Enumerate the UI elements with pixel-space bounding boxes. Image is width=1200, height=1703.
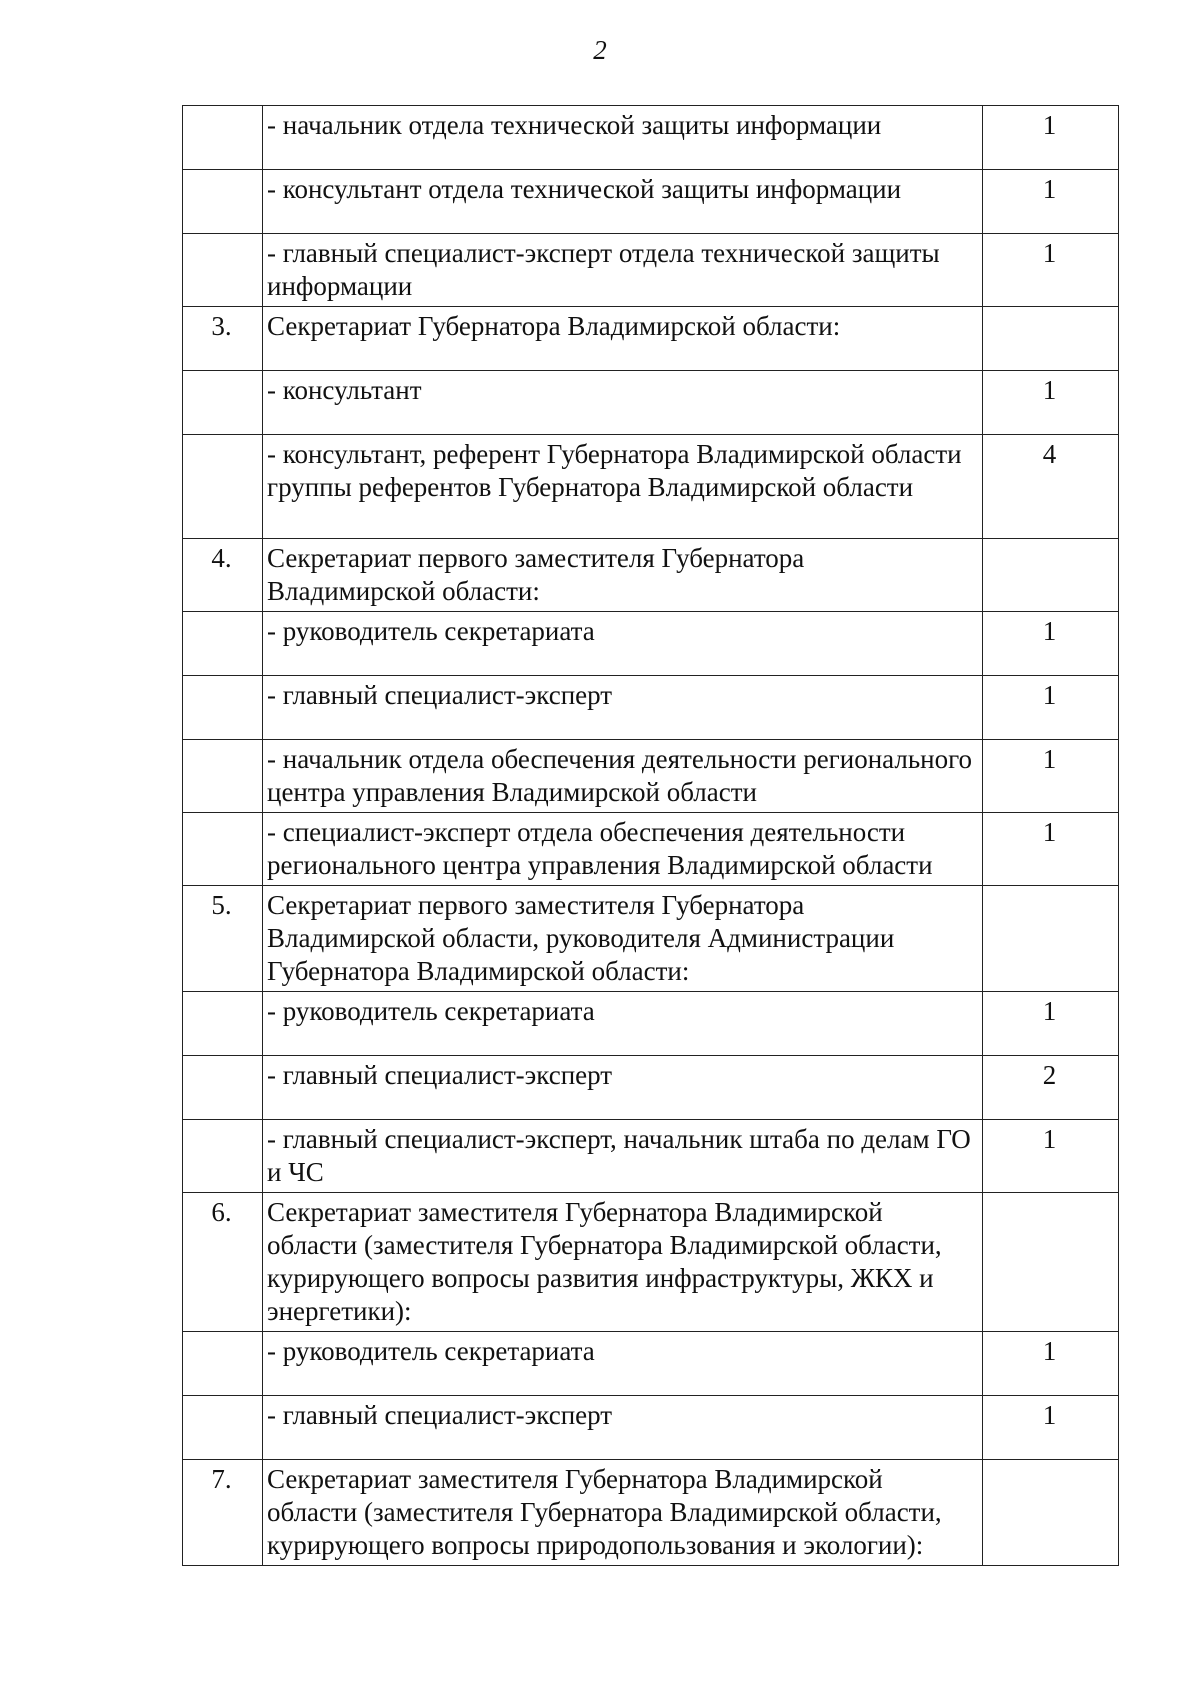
section-title: Секретариат первого заместителя Губернатора Владимирской области: [263,539,983,612]
table-row [183,740,1119,813]
row-number [183,676,263,740]
staff-count: 1 [983,1332,1119,1396]
position-name: - главный специалист-эксперт [263,676,983,740]
position-name: - специалист-эксперт отдела обеспечения деятельности регионального центра управления Владимирской области [263,813,983,886]
staff-count [983,886,1119,992]
table-row [183,676,1119,740]
position-name: - руководитель секретариата [263,612,983,676]
section-row [183,1460,1119,1566]
staff-count: 1 [983,1396,1119,1460]
section-row [183,307,1119,371]
table-row [183,1396,1119,1460]
section-row [183,539,1119,612]
staff-count: 2 [983,1056,1119,1120]
position-name: - главный специалист-эксперт отдела технической защиты информации [263,234,983,307]
table-row [183,170,1119,234]
table-row [183,106,1119,170]
page-number: 2 [593,35,607,65]
position-name: - главный специалист-эксперт, начальник штаба по делам ГО и ЧС [263,1120,983,1193]
section-number: 5. [183,886,263,992]
staff-count: 1 [983,234,1119,307]
staff-count [983,307,1119,371]
section-title: Секретариат первого заместителя Губернатора Владимирской области, руководителя Администрации Губернатора Владимирской области: [263,886,983,992]
section-title: Секретариат Губернатора Владимирской области: [263,307,983,371]
staff-count: 1 [983,371,1119,435]
staff-count: 1 [983,106,1119,170]
section-number: 3. [183,307,263,371]
position-name: - консультант [263,371,983,435]
row-number [183,1332,263,1396]
row-number [183,992,263,1056]
section-row [183,1193,1119,1332]
staff-count: 1 [983,170,1119,234]
row-number [183,371,263,435]
staff-count [983,1460,1119,1566]
row-number [183,170,263,234]
staff-count: 1 [983,612,1119,676]
row-number [183,740,263,813]
position-name: - руководитель секретариата [263,1332,983,1396]
section-title: Секретариат заместителя Губернатора Владимирской области (заместителя Губернатора Владимирской области, курирующего вопросы природопользования и экологии): [263,1460,983,1566]
table-row [183,813,1119,886]
staff-count [983,1193,1119,1332]
table-row [183,1056,1119,1120]
row-number [183,1120,263,1193]
table-row [183,612,1119,676]
section-number: 7. [183,1460,263,1566]
position-name: - начальник отдела обеспечения деятельности регионального центра управления Владимирской области [263,740,983,813]
position-name: - консультант, референт Губернатора Владимирской области группы референтов Губернатора Владимирской области [263,435,983,539]
row-number [183,612,263,676]
position-name: - главный специалист-эксперт [263,1396,983,1460]
table-row [183,371,1119,435]
row-number [183,813,263,886]
section-number: 4. [183,539,263,612]
row-number [183,234,263,307]
table-row [183,435,1119,539]
staff-count: 1 [983,1120,1119,1193]
staff-table [182,105,1119,1566]
staff-count: 4 [983,435,1119,539]
section-row [183,886,1119,992]
position-name: - руководитель секретариата [263,992,983,1056]
table-row [183,992,1119,1056]
position-name: - начальник отдела технической защиты информации [263,106,983,170]
row-number [183,1056,263,1120]
staff-count: 1 [983,992,1119,1056]
position-name: - главный специалист-эксперт [263,1056,983,1120]
staff-count: 1 [983,740,1119,813]
section-title: Секретариат заместителя Губернатора Владимирской области (заместителя Губернатора Владимирской области, курирующего вопросы развития инфраструктуры, ЖКХ и энергетики): [263,1193,983,1332]
row-number [183,1396,263,1460]
staff-count: 1 [983,813,1119,886]
section-number: 6. [183,1193,263,1332]
staff-count [983,539,1119,612]
table-row [183,234,1119,307]
table-row [183,1332,1119,1396]
position-name: - консультант отдела технической защиты информации [263,170,983,234]
table-row [183,1120,1119,1193]
staff-count: 1 [983,676,1119,740]
row-number [183,106,263,170]
row-number [183,435,263,539]
